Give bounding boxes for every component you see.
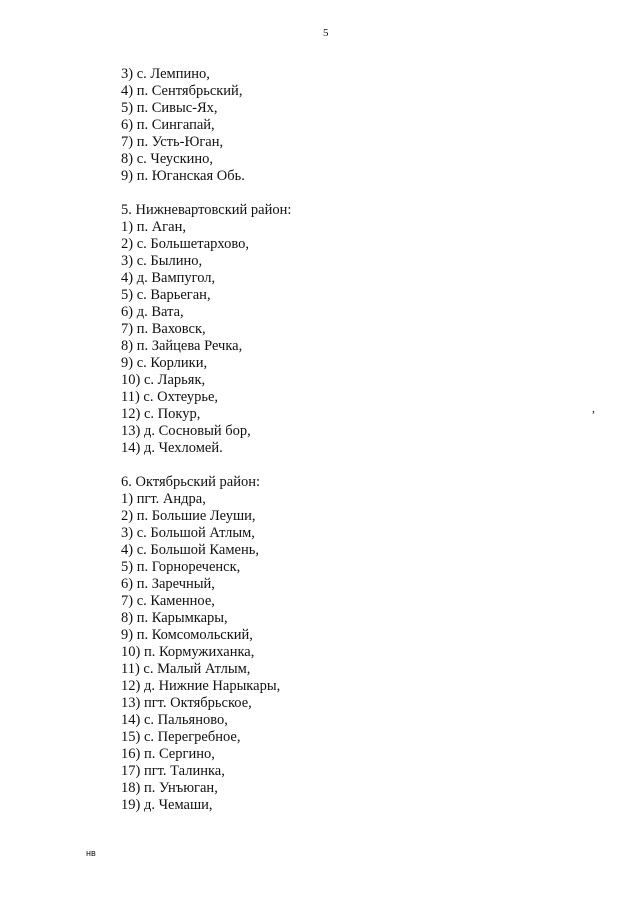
list-item: 15) с. Перегребное, — [121, 729, 241, 745]
nizhnevartovsky-district-list — [121, 202, 541, 457]
list-item: 9) с. Корлики, — [121, 355, 208, 371]
list-item: 5) с. Варьеган, — [121, 287, 211, 303]
settlement-list-continued — [121, 66, 541, 185]
list-item: 1) п. Аган, — [121, 219, 186, 235]
list-item: 17) пгт. Талинка, — [121, 763, 225, 779]
list-item: 4) д. Вампугол, — [121, 270, 216, 286]
list-item: 7) п. Ваховск, — [121, 321, 206, 337]
list-item: 12) с. Покур, — [121, 406, 201, 422]
list-item: 5) п. Сивыс-Ях, — [121, 100, 218, 116]
stray-mark: , — [592, 401, 595, 415]
list-item: 18) п. Унъюган, — [121, 780, 218, 796]
list-item: 5) п. Горнореченск, — [121, 559, 241, 575]
list-item: 10) с. Ларьяк, — [121, 372, 206, 388]
list-item: 2) с. Большетархово, — [121, 236, 249, 252]
list-item: 13) д. Сосновый бор, — [121, 423, 251, 439]
page-number: 5 — [323, 27, 329, 39]
list-item: 6) д. Вата, — [121, 304, 184, 320]
list-item: 8) п. Карымкары, — [121, 610, 228, 626]
list-item: 3) с. Лемпино, — [121, 66, 210, 82]
list-item: 16) п. Сергино, — [121, 746, 215, 762]
list-item: 11) с. Охтеурье, — [121, 389, 219, 405]
list-item: 13) пгт. Октябрьское, — [121, 695, 252, 711]
list-item: 7) п. Усть-Юган, — [121, 134, 224, 150]
list-item: 6) п. Сингапай, — [121, 117, 215, 133]
list-item: 8) п. Зайцева Речка, — [121, 338, 243, 354]
list-item: 7) с. Каменное, — [121, 593, 215, 609]
list-item: 14) с. Пальяново, — [121, 712, 228, 728]
list-item: 4) п. Сентябрьский, — [121, 83, 243, 99]
list-item: 9) п. Юганская Обь. — [121, 168, 245, 184]
list-item: 19) д. Чемаши, — [121, 797, 213, 813]
section-heading: 6. Октябрьский район: — [121, 474, 260, 490]
list-item: 12) д. Нижние Нарыкары, — [121, 678, 281, 694]
list-item: 8) с. Чеускино, — [121, 151, 214, 167]
footer-initials: нв — [86, 848, 96, 858]
list-item: 3) с. Былино, — [121, 253, 203, 269]
list-item: 10) п. Кормужиханка, — [121, 644, 255, 660]
list-item: 3) с. Большой Атлым, — [121, 525, 255, 541]
list-item: 14) д. Чехломей. — [121, 440, 223, 456]
list-item: 4) с. Большой Камень, — [121, 542, 259, 558]
list-item: 6) п. Заречный, — [121, 576, 215, 592]
document-body — [121, 66, 541, 814]
list-item: 11) с. Малый Атлым, — [121, 661, 251, 677]
list-item: 2) п. Большие Леуши, — [121, 508, 256, 524]
list-item: 9) п. Комсомольский, — [121, 627, 253, 643]
list-item: 1) пгт. Андра, — [121, 491, 206, 507]
oktyabrsky-district-list — [121, 474, 541, 814]
section-heading: 5. Нижневартовский район: — [121, 202, 292, 218]
